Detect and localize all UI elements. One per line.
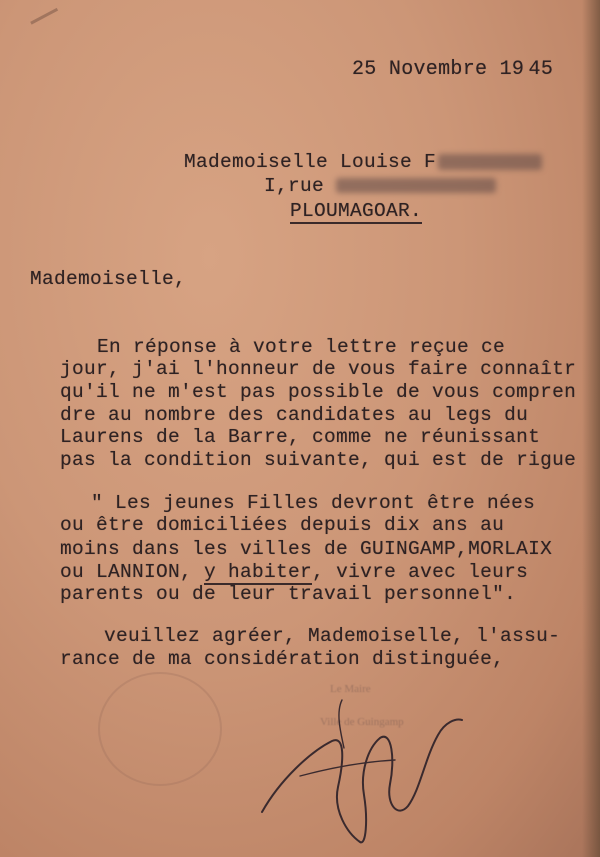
paragraph-line: pas la condition suivante, qui est de rigue [60,449,577,471]
city-text: PLOUMAGOAR. [290,200,423,222]
stamp-text: Ville de Guingamp [320,716,404,728]
quote-line: " Les jeunes Filles devront être nées [91,492,536,514]
page-shadow-edge [582,0,600,857]
recipient-name-text: Mademoiselle Louise F [184,151,437,173]
quote-line: moins dans les villes de GUINGAMP,MORLAIX [60,538,553,560]
paragraph-line: qu'il ne m'est pas possible de vous compren [60,381,577,403]
letter-date: 25 Novembre 19 45 [352,58,554,81]
quote-line: parents ou de leur travail personnel". [60,583,517,605]
paragraph-line: En réponse à votre lettre reçue ce [97,336,506,358]
paragraph-line: dre au nombre des candidates au legs du [60,404,529,426]
quote-text: ou LANNION, [60,561,205,583]
street-prefix: I,rue [264,175,325,197]
stamp-text: Le Maire [330,683,371,695]
quote-underlined-text: y habiter [204,561,313,583]
closing-line: rance de ma considération distinguée, [60,648,505,670]
paragraph-line: jour, j'ai l'honneur de vous faire connaîtr [60,358,577,380]
quote-text: , vivre avec leurs [312,561,529,583]
closing-line: veuillez agréer, Mademoiselle, l'assu- [104,625,561,647]
quote-line: ou être domiciliées depuis dix ans au [60,514,505,536]
salutation: Mademoiselle, [30,268,187,290]
paragraph-line: Laurens de la Barre, comme ne réunissant [60,426,541,448]
